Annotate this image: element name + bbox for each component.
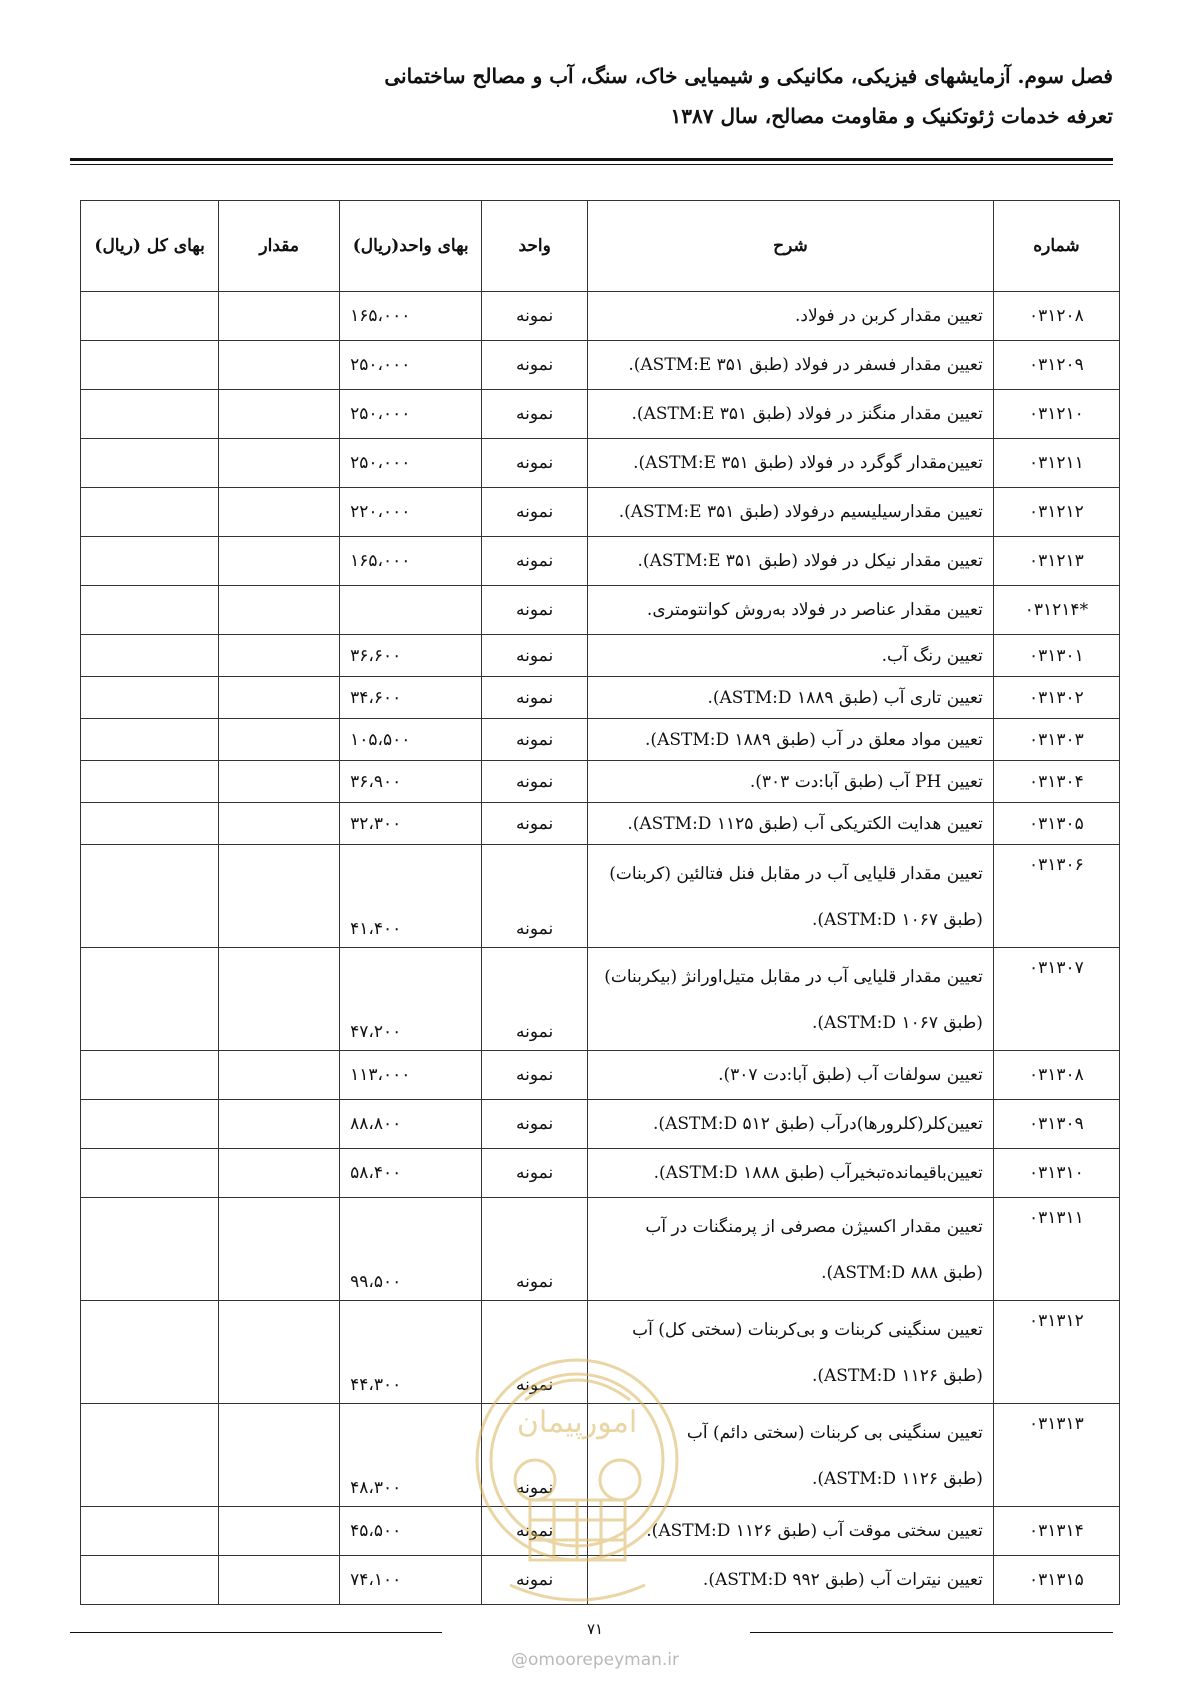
site-watermark xyxy=(490,1650,700,1670)
description-line: تعیین هدایت الکتریکی آب (طبق ۱۱۲۵ ASTM:D). xyxy=(627,813,983,834)
description-line: تعیین مواد معلق در آب (طبق ۱۸۸۹ ASTM:D). xyxy=(645,729,983,750)
item-quantity xyxy=(219,1556,340,1605)
item-unit-price: ۱۶۵،۰۰۰ xyxy=(340,292,482,341)
description-line: (طبق ۱۱۲۶ ASTM:D). xyxy=(811,1469,983,1489)
item-total xyxy=(81,1198,219,1301)
item-description xyxy=(588,390,994,439)
item-unit-price: ۴۸،۳۰۰ xyxy=(340,1404,482,1507)
item-unit: نمونه xyxy=(482,1149,588,1198)
description-line: تعیین مقدار فسفر در فولاد (طبق ۳۵۱ ASTM:E). xyxy=(628,355,983,375)
item-quantity xyxy=(219,845,340,948)
page-number: ۷۱ xyxy=(586,1620,604,1638)
item-quantity xyxy=(219,719,340,761)
description-line: تعیین مقدار کربن در فولاد. xyxy=(795,306,983,326)
item-total xyxy=(81,488,219,537)
table-row xyxy=(81,845,1120,948)
description-line: تعیین رنگ آب. xyxy=(881,645,983,666)
item-quantity xyxy=(219,1507,340,1556)
stamp-text: امورپیمان xyxy=(516,1405,638,1440)
item-number: ۰۳۱۳۰۶ xyxy=(993,845,1119,948)
header-total: بهای کل (ریال) xyxy=(81,201,219,292)
item-total xyxy=(81,1301,219,1404)
item-number: ۰۳۱۳۱۵ xyxy=(993,1556,1119,1605)
item-total xyxy=(81,1556,219,1605)
item-unit-price: ۳۶،۹۰۰ xyxy=(340,761,482,803)
item-total xyxy=(81,845,219,948)
item-description xyxy=(588,292,994,341)
item-unit: نمونه xyxy=(482,1301,588,1404)
description-line: تعیین مقدار عناصر در فولاد به‌روش کوانتومتری. xyxy=(646,600,983,620)
table-row xyxy=(81,948,1120,1051)
item-unit: نمونه xyxy=(482,1556,588,1605)
item-quantity xyxy=(219,439,340,488)
table-row xyxy=(81,677,1120,719)
item-total xyxy=(81,1100,219,1149)
item-description xyxy=(588,845,994,948)
item-unit: نمونه xyxy=(482,761,588,803)
item-number: ۰۳۱۲۱۳ xyxy=(993,537,1119,586)
item-number: ۰۳۱۳۰۸ xyxy=(993,1051,1119,1100)
item-quantity xyxy=(219,1051,340,1100)
item-description xyxy=(588,537,994,586)
item-number: ۰۳۱۳۰۹ xyxy=(993,1100,1119,1149)
item-total xyxy=(81,537,219,586)
description-line: تعیین سختی موقت آب (طبق ۱۱۲۶ ASTM:D). xyxy=(646,1521,983,1541)
site-text: omoorepeyman.ir xyxy=(527,1650,680,1670)
item-quantity xyxy=(219,948,340,1051)
table-row xyxy=(81,761,1120,803)
description-line: (طبق ۸۸۸ ASTM:D). xyxy=(821,1263,983,1283)
item-unit-price: ۴۷،۲۰۰ xyxy=(340,948,482,1051)
description-line: تعیین‌کلر(کلرورها)درآب (طبق ۵۱۲ ASTM:D). xyxy=(653,1114,983,1134)
item-unit-price: ۴۱،۴۰۰ xyxy=(340,845,482,948)
item-number: ۰۳۱۲۱۰ xyxy=(993,390,1119,439)
item-quantity xyxy=(219,586,340,635)
item-description xyxy=(588,341,994,390)
item-total xyxy=(81,719,219,761)
description-line: تعیین‌باقیمانده‌تبخیرآب (طبق ۱۸۸۸ ASTM:D). xyxy=(653,1163,983,1183)
item-unit-price: ۷۴،۱۰۰ xyxy=(340,1556,482,1605)
table-row xyxy=(81,488,1120,537)
table-row xyxy=(81,1051,1120,1100)
item-unit-price: ۲۵۰،۰۰۰ xyxy=(340,390,482,439)
item-number: ۰۳۱۲۰۸ xyxy=(993,292,1119,341)
chapter-title: فصل سوم. آزمایشهای فیزیکی، مکانیکی و شیمیایی خاک، سنگ، آب و مصالح ساختمانی xyxy=(384,64,1113,88)
table-row xyxy=(81,390,1120,439)
item-unit-price: ۳۶،۶۰۰ xyxy=(340,635,482,677)
item-description xyxy=(588,1100,994,1149)
header-number: شماره xyxy=(993,201,1119,292)
item-unit: نمونه xyxy=(482,845,588,948)
item-quantity xyxy=(219,488,340,537)
item-quantity xyxy=(219,635,340,677)
item-description xyxy=(588,1051,994,1100)
item-quantity xyxy=(219,1198,340,1301)
item-unit: نمونه xyxy=(482,586,588,635)
header-unit-price: بهای واحد(ریال) xyxy=(340,201,482,292)
description-line: (طبق ۱۰۶۷ ASTM:D). xyxy=(811,910,983,930)
item-quantity xyxy=(219,1100,340,1149)
item-unit: نمونه xyxy=(482,439,588,488)
item-quantity xyxy=(219,537,340,586)
item-description xyxy=(588,439,994,488)
item-description xyxy=(588,948,994,1051)
item-quantity xyxy=(219,292,340,341)
item-unit-price: ۳۲،۳۰۰ xyxy=(340,803,482,845)
item-number: ۰۳۱۳۰۳ xyxy=(993,719,1119,761)
item-number: ۰۳۱۲۱۱ xyxy=(993,439,1119,488)
item-number: *۰۳۱۲۱۴ xyxy=(993,586,1119,635)
item-unit-price: ۳۴،۶۰۰ xyxy=(340,677,482,719)
footer-rule-right xyxy=(750,1632,1113,1633)
item-number: ۰۳۱۳۱۲ xyxy=(993,1301,1119,1404)
table-row xyxy=(81,1198,1120,1301)
item-unit: نمونه xyxy=(482,537,588,586)
item-unit-price: ۵۸،۴۰۰ xyxy=(340,1149,482,1198)
item-number: ۰۳۱۳۰۱ xyxy=(993,635,1119,677)
table-row xyxy=(81,1149,1120,1198)
item-description xyxy=(588,586,994,635)
item-total xyxy=(81,390,219,439)
description-line: تعیین مقدار منگنز در فولاد (طبق ۳۵۱ ASTM:E). xyxy=(631,404,983,424)
description-line: (طبق ۱۰۶۷ ASTM:D). xyxy=(811,1013,983,1033)
item-number: ۰۳۱۳۱۳ xyxy=(993,1404,1119,1507)
item-number: ۰۳۱۲۱۲ xyxy=(993,488,1119,537)
item-unit-price: ۴۴،۳۰۰ xyxy=(340,1301,482,1404)
description-line: تعیین تاری آب (طبق ۱۸۸۹ ASTM:D). xyxy=(707,687,983,708)
header-rule-thick xyxy=(70,158,1113,161)
item-description xyxy=(588,803,994,845)
item-unit-price: ۱۰۵،۵۰۰ xyxy=(340,719,482,761)
item-number: ۰۳۱۳۱۱ xyxy=(993,1198,1119,1301)
item-unit-price: ۸۸،۸۰۰ xyxy=(340,1100,482,1149)
item-total xyxy=(81,439,219,488)
footer-rule-left xyxy=(70,1632,442,1633)
table-row xyxy=(81,719,1120,761)
table-row xyxy=(81,537,1120,586)
table-row xyxy=(81,586,1120,635)
item-unit-price: ۱۶۵،۰۰۰ xyxy=(340,537,482,586)
table-row xyxy=(81,341,1120,390)
table-row xyxy=(81,439,1120,488)
item-quantity xyxy=(219,1404,340,1507)
description-line: تعیین‌مقدار گوگرد در فولاد (طبق ۳۵۱ ASTM:E). xyxy=(633,453,983,473)
description-line: تعیین مقدار قلیایی آب در مقابل متیل‌اورانژ (بیکربنات) xyxy=(604,967,983,987)
item-description xyxy=(588,488,994,537)
item-number: ۰۳۱۳۰۵ xyxy=(993,803,1119,845)
item-total xyxy=(81,1149,219,1198)
description-line: تعیین نیترات آب (طبق ۹۹۲ ASTM:D). xyxy=(702,1570,983,1590)
table-row xyxy=(81,803,1120,845)
item-unit: نمونه xyxy=(482,719,588,761)
item-description xyxy=(588,1149,994,1198)
item-quantity xyxy=(219,677,340,719)
description-line: تعیین سولفات آب (طبق آبا:دت ۳۰۷). xyxy=(718,1065,983,1085)
description-line: تعیین سنگینی کربنات و بی‌کربنات (سختی کل) آب xyxy=(632,1320,983,1340)
item-unit: نمونه xyxy=(482,341,588,390)
item-unit-price: ۹۹،۵۰۰ xyxy=(340,1198,482,1301)
item-number: ۰۳۱۳۰۴ xyxy=(993,761,1119,803)
item-unit: نمونه xyxy=(482,1051,588,1100)
table-row xyxy=(81,1100,1120,1149)
item-total xyxy=(81,586,219,635)
item-number: ۰۳۱۲۰۹ xyxy=(993,341,1119,390)
item-total xyxy=(81,761,219,803)
item-quantity xyxy=(219,341,340,390)
item-unit: نمونه xyxy=(482,1507,588,1556)
item-unit: نمونه xyxy=(482,1198,588,1301)
item-quantity xyxy=(219,1301,340,1404)
item-unit: نمونه xyxy=(482,677,588,719)
description-line: تعیین سنگینی بی کربنات (سختی دائم) آب xyxy=(686,1423,983,1443)
header-rule-thin xyxy=(70,164,1113,165)
item-number: ۰۳۱۳۱۰ xyxy=(993,1149,1119,1198)
item-unit-price: ۴۵،۵۰۰ xyxy=(340,1507,482,1556)
table-header-row xyxy=(81,201,1120,292)
table-row xyxy=(81,292,1120,341)
item-unit: نمونه xyxy=(482,488,588,537)
item-total xyxy=(81,1404,219,1507)
description-line: تعیین PH آب (طبق آبا:دت ۳۰۳). xyxy=(749,771,983,792)
item-total xyxy=(81,803,219,845)
item-unit-price xyxy=(340,586,482,635)
item-unit-price: ۱۱۳،۰۰۰ xyxy=(340,1051,482,1100)
description-line: تعیین مقدار قلیایی آب در مقابل فنل فتالئین (کربنات) xyxy=(609,864,983,884)
item-number: ۰۳۱۳۰۲ xyxy=(993,677,1119,719)
item-total xyxy=(81,677,219,719)
item-quantity xyxy=(219,803,340,845)
table-row xyxy=(81,635,1120,677)
description-line: تعیین مقدار نیکل در فولاد (طبق ۳۵۱ ASTM:E). xyxy=(637,551,983,571)
item-unit-price: ۲۵۰،۰۰۰ xyxy=(340,439,482,488)
item-unit: نمونه xyxy=(482,1404,588,1507)
item-total xyxy=(81,1507,219,1556)
item-description xyxy=(588,1198,994,1301)
item-total xyxy=(81,341,219,390)
item-total xyxy=(81,1051,219,1100)
item-total xyxy=(81,635,219,677)
item-number: ۰۳۱۳۰۷ xyxy=(993,948,1119,1051)
item-quantity xyxy=(219,761,340,803)
item-description xyxy=(588,677,994,719)
item-total xyxy=(81,292,219,341)
item-description xyxy=(588,761,994,803)
item-unit: نمونه xyxy=(482,1100,588,1149)
item-unit: نمونه xyxy=(482,635,588,677)
item-unit: نمونه xyxy=(482,803,588,845)
description-line: تعیین مقدارسیلیسیم درفولاد (طبق ۳۵۱ ASTM:E). xyxy=(618,502,983,522)
description-line: (طبق ۱۱۲۶ ASTM:D). xyxy=(811,1366,983,1386)
item-unit-price: ۲۵۰،۰۰۰ xyxy=(340,341,482,390)
item-unit-price: ۲۲۰،۰۰۰ xyxy=(340,488,482,537)
header-description: شرح xyxy=(588,201,994,292)
header-unit: واحد xyxy=(482,201,588,292)
item-quantity xyxy=(219,390,340,439)
item-number: ۰۳۱۳۱۴ xyxy=(993,1507,1119,1556)
document-title: تعرفه خدمات ژئوتکنیک و مقاومت مصالح، سال ۱۳۸۷ xyxy=(670,104,1113,128)
item-quantity xyxy=(219,1149,340,1198)
description-line: تعیین مقدار اکسیژن مصرفی از پرمنگنات در آب xyxy=(645,1217,983,1237)
item-unit: نمونه xyxy=(482,390,588,439)
item-description xyxy=(588,635,994,677)
page-header xyxy=(73,58,1113,134)
item-description xyxy=(588,719,994,761)
stamp-watermark-icon xyxy=(470,1340,685,1630)
item-unit: نمونه xyxy=(482,948,588,1051)
item-total xyxy=(81,948,219,1051)
at-icon: @ xyxy=(510,1650,528,1670)
item-unit: نمونه xyxy=(482,292,588,341)
header-quantity: مقدار xyxy=(219,201,340,292)
